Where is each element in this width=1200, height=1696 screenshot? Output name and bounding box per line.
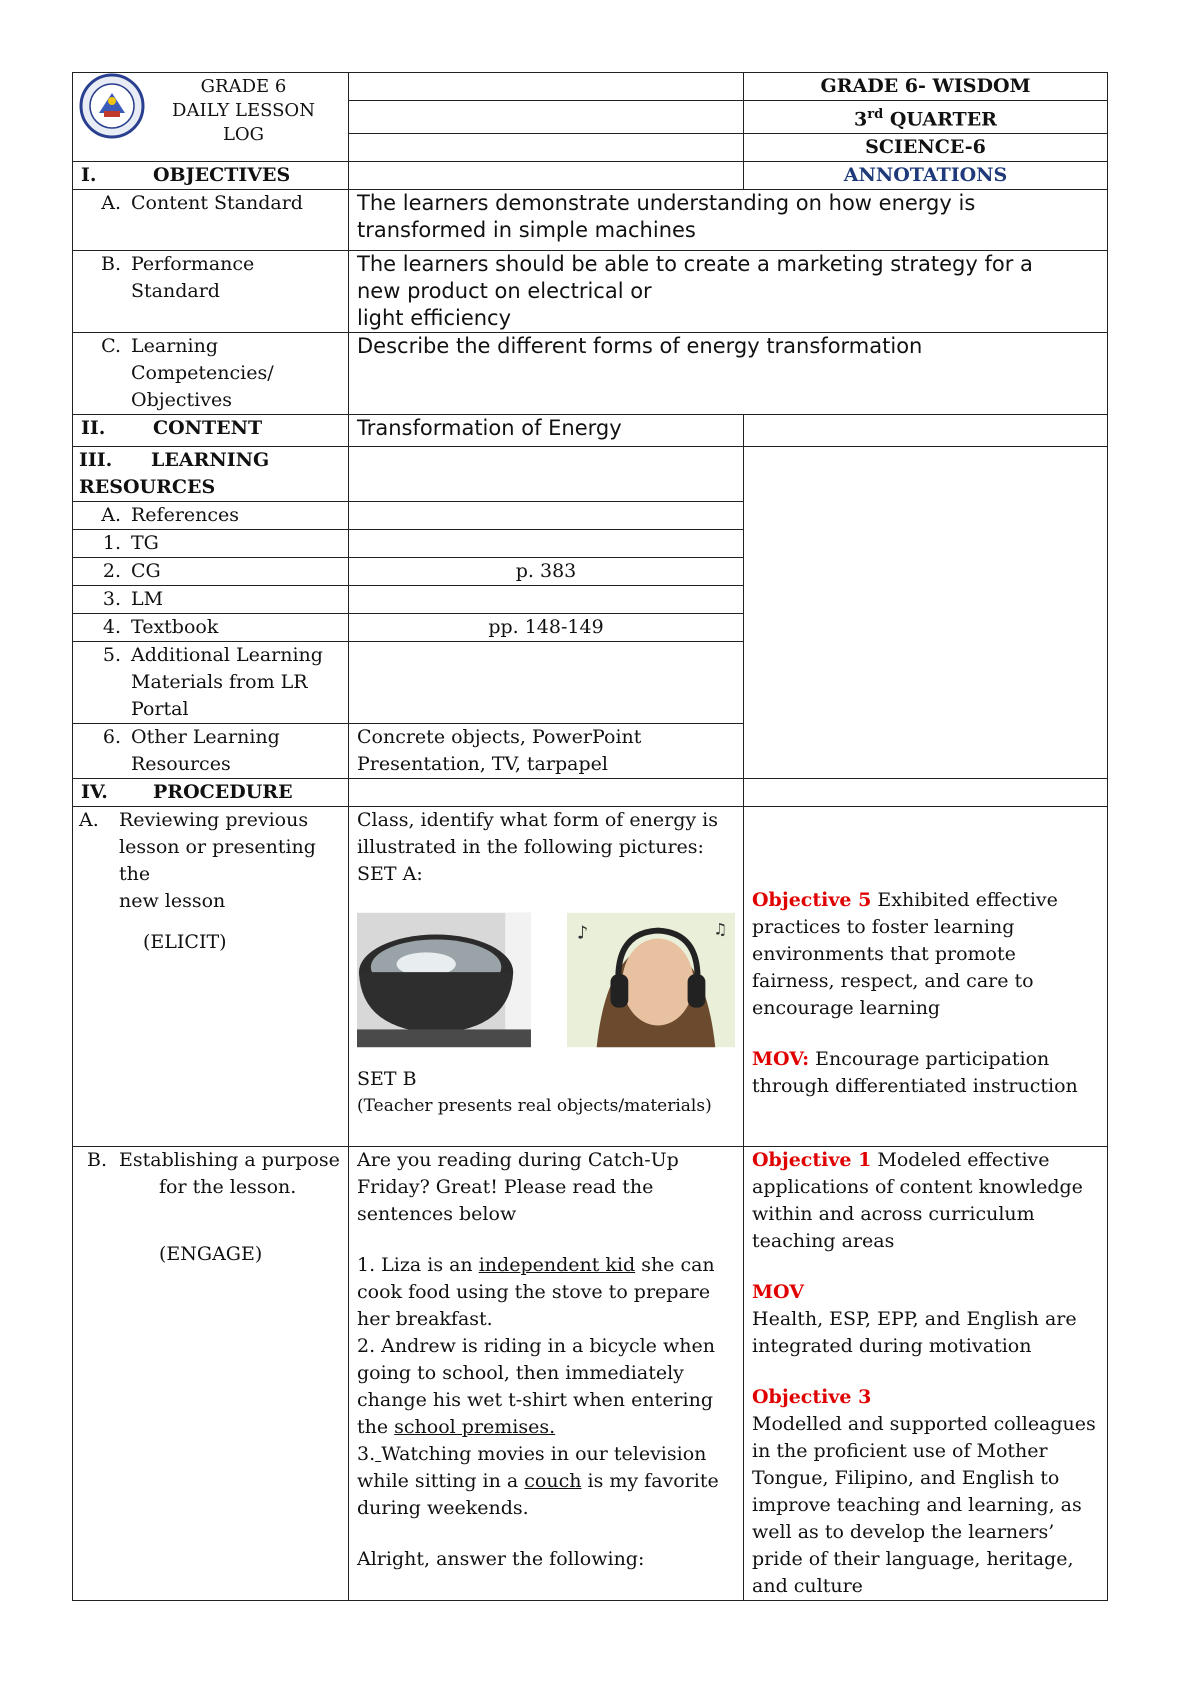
- header-title-line: LOG: [222, 124, 265, 145]
- additional-materials-label: 5. Additional Learning Materials from LR Portal: [73, 642, 349, 724]
- resource-item: 3. LM: [73, 586, 349, 614]
- phase-engage: (ENGAGE): [159, 1243, 263, 1266]
- resources-annotation-cell: [744, 447, 1108, 779]
- header-title-line: GRADE 6: [200, 76, 287, 97]
- objectives-heading: I. OBJECTIVES: [73, 162, 349, 190]
- section-label: GRADE 6- WISDOM: [744, 73, 1108, 101]
- deped-seal-icon: [79, 73, 145, 139]
- procedure-a-annotation: Objective 5 Exhibited effective practices to foster learning environments that promote fairness, respect, and care to encourage learning MOV: Encourage participation through differentiated instruction: [744, 807, 1108, 1147]
- subject-label: SCIENCE-6: [744, 134, 1108, 162]
- svg-text:♪: ♪: [576, 922, 589, 944]
- resource-value: p. 383: [349, 558, 744, 586]
- content-text: Transformation of Energy: [349, 415, 744, 447]
- annotations-heading: ANNOTATIONS: [744, 162, 1108, 190]
- content-standard-text: The learners demonstrate understanding on how energy is transformed in simple machines: [349, 190, 1108, 251]
- resource-item: 2. CG: [73, 558, 349, 586]
- boiling-pot-image: [357, 912, 531, 1048]
- resource-value: pp. 148-149: [349, 614, 744, 642]
- header-title-cell: [73, 73, 349, 162]
- procedure-b-label: B. Establishing a purpose for the lesson. (ENGAGE): [73, 1147, 349, 1601]
- resource-item: 4. Textbook: [73, 614, 349, 642]
- quarter-label: 3rd QUARTER: [744, 101, 1108, 134]
- learning-resources-heading: III. LEARNING RESOURCES: [73, 447, 349, 502]
- procedure-a-label: A. Reviewing previous lesson or presenting the new lesson (ELICIT): [73, 807, 349, 1147]
- header-title-line: DAILY LESSON: [172, 100, 315, 121]
- resource-item: 1. TG: [73, 530, 349, 558]
- phase-elicit: (ELICIT): [143, 931, 227, 954]
- procedure-a-body: Class, identify what form of energy is illustrated in the following pictures: SET A: ♪ ♫ SET B (Teacher presents real objects/materials): [349, 807, 744, 1147]
- performance-standard-label: B. Performance Standard: [73, 251, 349, 333]
- resource-value: [349, 586, 744, 614]
- procedure-b-annotation: Objective 1 Modeled effective applications of content knowledge within and across curriculum teaching areas MOV Health, ESP, EPP, and English are integrated during motivation Objective 3 Modelled and supported colleagues in the proficient use of Mother Tongue, Filipino, and English to improve teaching and learning, as well as to develop the learners’ pride of their language, heritage, and culture: [744, 1147, 1108, 1601]
- procedure-heading: IV. PROCEDURE: [73, 779, 349, 807]
- other-resources-label: 6. Other Learning Resources: [73, 724, 349, 779]
- other-resources-value: Concrete objects, PowerPoint Presentation, TV, tarpapel: [349, 724, 744, 779]
- resource-value: [349, 530, 744, 558]
- performance-standard-text: The learners should be able to create a marketing strategy for a new product on electrical or light efficiency: [349, 251, 1108, 333]
- references-label: A. References: [73, 502, 349, 530]
- svg-text:♫: ♫: [713, 919, 728, 939]
- headphones-woman-image: [567, 912, 735, 1048]
- procedure-b-body: Are you reading during Catch-Up Friday? Great! Please read the sentences below 1. Liza is an independent kid she can cook food using the stove to prepare her breakfast. 2. Andrew is riding in a bicycle when going to school, then immediately change his wet t-shirt when entering the school premises. 3. Watching movies in our television while sitting in a couch is my favorite during weekends. Alright, answer the following:: [349, 1147, 744, 1601]
- daily-lesson-log-table: [72, 72, 1108, 1601]
- content-heading: II. CONTENT: [73, 415, 349, 447]
- competencies-label: C. Learning Competencies/ Objectives: [73, 333, 349, 415]
- content-standard-label: A. Content Standard: [73, 190, 349, 251]
- competencies-text: Describe the different forms of energy transformation: [349, 333, 1108, 415]
